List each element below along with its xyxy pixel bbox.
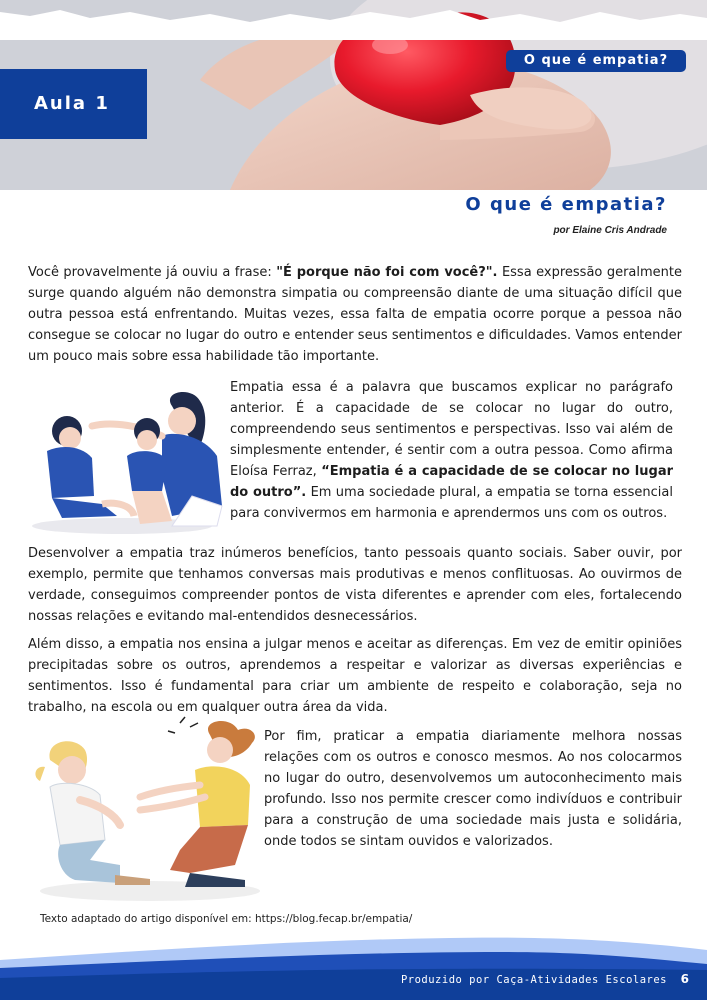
finally-paragraph: Por fim, praticar a empatia diariamente melhora nossas relações com os outros e conosco mesmos. Ao nos colocarmos no lugar do outro, desenvolvemos um autoconhecimento mais profundo. Isso nos permite crescer como indivíduos e contribuir para a construção de uma sociedade mais justa e solidária, onde todos se sintam ouvidos e valorizados. — [264, 729, 682, 849]
empathy-definition-paragraph: Empatia essa é a palavra que buscamos explicar no parágrafo anterior. É a capacidade de se colocar no lugar do outro, compreendendo seus sentimentos e perspectivas. Isso vai além de simplesmente entender, é sentir com a outra pessoa. Como afirma Eloísa Ferraz, “Empatia é a capacidade de se colocar no lugar do outro”. Em uma sociedade plural, a empatia se torna essencial para convivermos em harmonia e aprendermos uns com os outros. — [230, 380, 674, 521]
girls-comforting-illustration — [20, 715, 265, 905]
develop-paragraph: Desenvolver a empatia traz inúmeros benefícios, tanto pessoais quanto sociais. Saber ouvir, por exemplo, permite que tenhamos conversas mais produtivas e menos conflituosas. Ao ouvirmos de verdade, conseguimos compreender pontos de vista diferentes e aprender com eles, fortalecendo nossas relações e evitando mal-entendidos desnecessários. — [28, 546, 682, 624]
intro-quote: "É porque não foi com você?". — [276, 265, 498, 280]
footer-credit: Produzido por Caça-Atividades Escolares — [400, 974, 667, 986]
article-author: por Elaine Cris Andrade — [553, 225, 667, 236]
torn-paper-edge — [0, 0, 707, 40]
eloisa-quote: “Empatia é a capacidade de se colocar no lugar do outro”. — [230, 464, 674, 500]
footer-wave — [0, 930, 707, 1000]
article-title: O que é empatia? — [465, 194, 667, 215]
source-credit: Texto adaptado do artigo disponível em: https://blog.fecap.br/empatia/ — [40, 913, 413, 925]
page-number: 6 — [680, 972, 689, 986]
topic-tag: O que é empatia? — [506, 50, 686, 72]
besides-paragraph: Além disso, a empatia nos ensina a julgar menos e aceitar as diferenças. Em vez de emitir opiniões precipitadas sobre os outros, aprendemos a respeitar e valorizar as diversas experiências e sentimentos. Isso é fundamental para criar um ambiente de respeito e colaboração, seja no trabalho, na escola ou em qualquer outra área da vida. — [28, 637, 682, 715]
children-comforting-illustration — [22, 386, 227, 536]
intro-paragraph: Você provavelmente já ouviu a frase: "É porque não foi com você?". Essa expressão geralmente surge quando alguém não demonstra simpatia ou compreensão diante de uma situação difícil que outra pessoa está enfrentando. Muitas vezes, essa falta de empatia ocorre porque a pessoa não consegue se colocar no lugar do outro e entender seus sentimentos e dificuldades. Vamos entender um pouco mais sobre essa habilidade tão importante. — [28, 265, 682, 364]
lesson-label: Aula 1 — [0, 69, 147, 139]
